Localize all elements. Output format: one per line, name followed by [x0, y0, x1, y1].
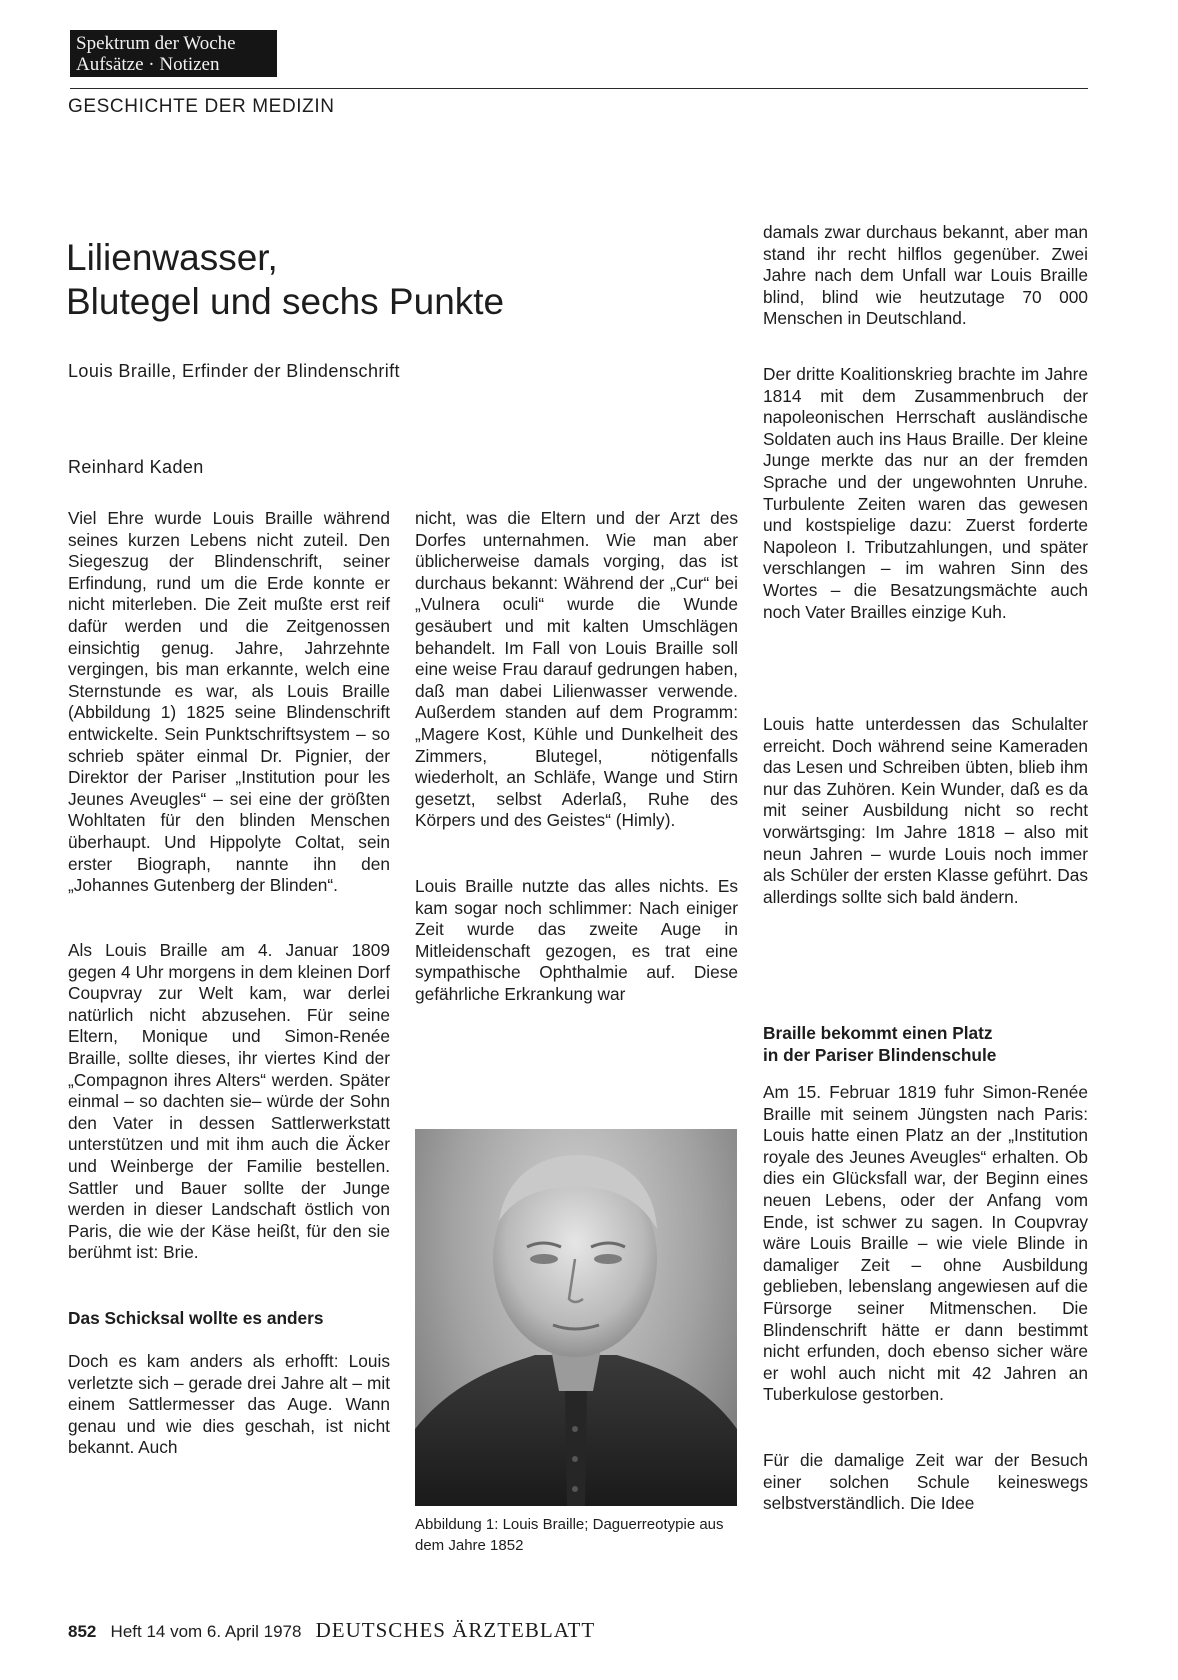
paragraph-text: Am 15. Februar 1819 fuhr Simon-Renée Braille mit seinem Jüngsten nach Paris: Louis hatte einen Platz an der „Institution royale des Jeunes Aveugles“ erhalten. Ob dies ein Glücksfall war, der Beginn eines neuen Lebens, oder der Anfang vom Ende, ist schwer zu sagen. In Coupvray wäre Louis Braille – wie viele Blinde in damaliger Zeit – ohne Ausbildung geblieben, lebenslang angewiesen auf die Fürsorge seiner Mitmenschen. Die Blindenschrift hätte er dann bestimmt nicht erfunden, doch ebenso sicher wäre er wohl auch nicht mit 42 Jahren an Tuberkulose gestorben. [763, 1082, 1088, 1405]
paragraph-text: Louis hatte unterdessen das Schulalter erreicht. Doch während seine Kameraden das Lesen und Schreiben übten, blieb ihm nur das Zuhören. Kein Wunder, daß es da mit seiner Ausbildung nicht so recht vorwärtsging: Im Jahre 1818 – also mit neun Jahren – wurde Louis noch immer als Schüler der ersten Klasse geführt. Das allerdings sollte sich bald ändern. [763, 714, 1088, 907]
col1-paragraph-1 [68, 508, 390, 897]
col3-paragraph-4 [763, 1082, 1088, 1406]
article-author: Reinhard Kaden [68, 457, 204, 477]
title-line-1: Lilienwasser, [66, 237, 278, 278]
paragraph-text: Als Louis Braille am 4. Januar 1809 gegen 4 Uhr morgens in dem kleinen Dorf Coupvray zur Welt kam, war derlei natürlich nicht abzusehen. Für seine Eltern, Monique und Simon-Renée Braille, sollte dieses, ihr viertes Kind der „Compagnon ihres Alters“ werden. Später einmal – so dachten sie– würde der Sohn den Vater in dessen Sattlerwerkstatt unterstützen und mit ihm auch die Äcker und Weinberge der Familie bestellen. Sattler und Bauer sollte der Junge werden in dieser Landschaft östlich von Paris, die wie der Käse heißt, für den sie berühmt ist: Brie. [68, 940, 390, 1263]
title-line-2: Blutegel und sechs Punkte [66, 281, 505, 322]
photo-caption: Abbildung 1: Louis Braille; Daguerreotypie aus dem Jahre 1852 [415, 1516, 724, 1554]
masthead-line-2: Aufsätze · Notizen [76, 54, 220, 75]
header-rule [70, 88, 1088, 89]
col2-paragraph-1 [415, 508, 738, 832]
issue-info: Heft 14 vom 6. April 1978 [110, 1622, 302, 1641]
col3-paragraph-3 [763, 714, 1088, 908]
paragraph-text: Doch es kam anders als erhofft: Louis verletzte sich – gerade drei Jahre alt – mit einem Sattlermesser das Auge. Wann genau und wie dies geschah, ist nicht bekannt. Auch [68, 1351, 390, 1458]
paragraph-text: Für die damalige Zeit war der Besuch einer solchen Schule keineswegs selbstverständlich. Die Idee [763, 1450, 1088, 1514]
page-number: 852 [68, 1622, 97, 1641]
col3-paragraph-1 [763, 222, 1088, 330]
col3-subheading [763, 1022, 996, 1066]
col3-paragraph-2 [763, 364, 1088, 623]
page-footer [68, 1618, 595, 1643]
col1-paragraph-3 [68, 1351, 390, 1459]
section-label: GESCHICHTE DER MEDIZIN [68, 96, 335, 117]
article-subtitle: Louis Braille, Erfinder der Blindenschrift [68, 361, 400, 381]
paragraph-text: damals zwar durchaus bekannt, aber man stand ihr recht hilflos gegenüber. Zwei Jahre nach dem Unfall war Louis Braille blind, blind wie heutzutage 70 000 Menschen in Deutschland. [763, 222, 1088, 329]
article-title [66, 236, 504, 324]
paragraph-text: Louis Braille nutzte das alles nichts. Es kam sogar noch schlimmer: Nach einiger Zeit wurde das zweite Auge in Mitleidenschaft gezogen, es trat eine sympathische Ophthalmie auf. Diese gefährliche Erkrankung war [415, 876, 738, 1004]
subheading-line-2: in der Pariser Blindenschule [763, 1045, 997, 1065]
portrait-image [415, 1129, 737, 1506]
paragraph-text: Viel Ehre wurde Louis Braille während seines kurzen Lebens nicht zuteil. Den Siegeszug der Blindenschrift, seiner Erfindung, rund um die Erde konnte er nicht miterleben. Die Zeit mußte erst reif dafür werden und die Zeitgenossen einsichtig genug. Jahre, Jahrzehnte vergingen, bis man erkannte, welch eine Sternstunde es war, als Louis Braille (Abbildung 1) 1825 seine Blindenschrift entwickelte. Sein Punktschriftsystem – so schrieb später einmal Dr. Pignier, der Direktor der Pariser „Institution pour les Jeunes Aveugles“ – sei eine der größten Wohltaten für den blinden Menschen überhaupt. Und Hippolyte Coltat, sein erster Biograph, nannte ihn den „Johannes Gutenberg der Blinden“. [68, 508, 390, 896]
col1-paragraph-2 [68, 940, 390, 1264]
paragraph-text: nicht, was die Eltern und der Arzt des Dorfes unternahmen. Wie man aber üblicherweise damals vorging, das ist durchaus bekannt: Während der „Cur“ bei „Vulnera oculi“ wurde die Wunde gesäubert und mit kalten Umschlägen behandelt. Im Fall von Louis Braille soll eine weise Frau darauf gedrungen haben, daß man dabei Lilienwasser verwende. Außerdem standen auf dem Programm: „Magere Kost, Kühle und Dunkelheit des Zimmers, Blutegel, nötigenfalls wiederholt, an Schläfe, Wange und Stirn gesetzt, selbst Aderlaß, Ruhe des Körpers und des Geistes“ (Himly). [415, 508, 738, 831]
masthead [70, 30, 277, 77]
masthead-line-1: Spektrum der Woche [76, 33, 236, 54]
col1-subheading: Das Schicksal wollte es anders [68, 1308, 324, 1328]
paragraph-text: Der dritte Koalitionskrieg brachte im Jahre 1814 mit dem Zusammenbruch der napoleonischen Herrschaft ausländische Soldaten auch ins Haus Braille. Der kleine Junge merkte das nur an der fremden Sprache und der ungewohnten Unruhe. Turbulente Zeiten waren das gewesen und kostspielige dazu: Zuerst forderte Napoleon I. Tributzahlungen, und später verschlangen – im wahren Sinn des Wortes – die Besatzungsmächte auch noch Vater Brailles einzige Kuh. [763, 364, 1088, 622]
col2-paragraph-2 [415, 876, 738, 1006]
subheading-line-1: Braille bekommt einen Platz [763, 1023, 993, 1043]
portrait-photo [415, 1129, 737, 1506]
col3-paragraph-5 [763, 1450, 1088, 1515]
journal-name: DEUTSCHES ÄRZTEBLATT [315, 1618, 596, 1642]
